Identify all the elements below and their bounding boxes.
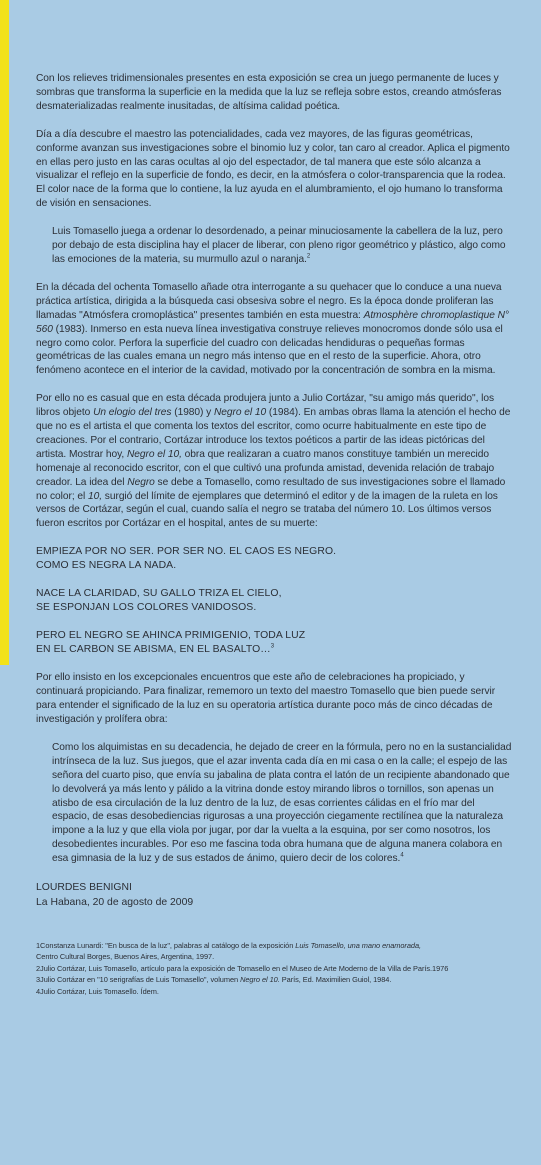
paragraph-2: Día a día descubre el maestro las potencialidades, cada vez mayores, de las figuras geométricas, conforme avanzan sus investigaciones sobre el binomio luz y color, tan caro al creador. Aplica el pigmento en ellas pero justo en las caras ocultas al ojo del espectador, de tal manera que este sólo alcanza a visualizar el reflejo en la superficie de fondo, es decir, en la atmósfera o color-transparencia que la rodea. El color nace de la forma que lo contiene, la luz ayuda en el alumbramiento, el ojo humano lo transforma de visión en sensaciones. bbox=[36, 128, 510, 210]
artwork-title: Atmosphère chromoplastique N° 560 bbox=[36, 309, 509, 335]
poem-line: PERO EL NEGRO SE AHINCA PRIMIGENIO, TODA LUZ bbox=[36, 630, 306, 642]
footnote-3 bbox=[36, 974, 514, 985]
paragraph-3-text-b: (1983). Inmerso en esta nueva línea investigativa construye relieves monocromos donde sólo usa el negro como color. Perfora la superficie del cuadro con delicadas hendiduras o pequeñas formas geométricas de las cuales emana un negro más intenso que en el resto de la superficie. Ahora, otro fenómeno acontece en el interior de la cavidad, motivado por la concentración de sombra en la misma. bbox=[36, 323, 503, 377]
quote-text: Como los alquimistas en su decadencia, he dejado de creer en la fórmula, pero no en la sustancialidad intrínseca de la luz. Sus juegos, que el azar inventa cada día en mi casa o en la calle; el espejo de las señora del cuarto piso, que envía su jabalina de plata contra el latón de un recipiente abandonado que lo devolverá ya más lento y pálido a la vitrina donde estoy mirando libros o tornillos, son apenas un atisbo de esa circulación de la luz dentro de la luz, de esas corrientes cálidas en el frío mar del espacio, de esas desobediencias rigurosas a una proyección ciegamente rectilínea que la naturaleza impone a la luz y que ella viola por jugar, por dar la vuelta a la esquina, por ser como nosotros, los desobedientes incurables. Por eso me fascina toda obra humana que de alguna manera colabora en esa gimnasia de la luz y de sus estados de ánimo, quiero decir de los colores. bbox=[52, 741, 512, 865]
document-page bbox=[36, 72, 514, 997]
footnote-1-title: Luis Tomasello, una mano enamorada, bbox=[295, 941, 422, 951]
paragraph-5: Por ello insisto en los excepcionales encuentros que este año de celebraciones ha propiciado, y continuará propiciando. Para finalizar, rememoro un texto del maestro Tomasello que bien puede servir para entender el significado de la luz en su operatoria artística durante poco más de cinco décadas de investigación y prolífera obra: bbox=[36, 672, 496, 725]
paragraph-1: Con los relieves tridimensionales presentes en esta exposición se crea un juego permanente de luces y sombras que transforma la superficie en la medida que la luz se refleja sobre estos, creando atmósferas desmaterializadas realmente inusitadas, de altísima calidad poética. bbox=[36, 73, 502, 112]
poem-stanza-2 bbox=[36, 587, 514, 615]
poem-line-text: EN EL CARBON SE ABISMA, EN EL BASALTO… bbox=[36, 644, 271, 656]
signature-block bbox=[36, 880, 514, 910]
book-title-tres: Un elogio del tres bbox=[93, 407, 172, 419]
poem-line: COMO ES NEGRA LA NADA. bbox=[36, 560, 177, 572]
paragraph-4-text-c: (1984). En ambas obras llama la atención el hecho de que no es el artista el que comenta los textos del escritor, como ocurre habitualmente en este tipo de creaciones. Por el contrario, Cortázar introduce los textos poéticos a partir de las ideas pictóricas del artista. Mostrar hoy, bbox=[36, 407, 511, 460]
poem-line: EMPIEZA POR NO SER. POR SER NO. EL CAOS ES NEGRO. bbox=[36, 546, 337, 558]
place-date: La Habana, 20 de agosto de 2009 bbox=[36, 897, 194, 909]
poem-line: SE ESPONJAN LOS COLORES VANIDOSOS. bbox=[36, 602, 257, 614]
footnote-3-text-a: 3Julio Cortázar en "10 serigrafías de Luis Tomasello", volumen bbox=[36, 975, 241, 985]
paragraph-3 bbox=[36, 281, 514, 378]
paragraph-3-text-a: En la década del ochenta Tomasello añade otra interrogante a su quehacer que lo conduce a una nueva práctica artística, dirigida a la búsqueda casi obsesiva sobre el negro. Es la época donde proliferan las llamadas "Atmósfera cromoplástica" presentes también en esta muestra: bbox=[36, 281, 502, 321]
paragraph-4-text-b: (1980) y bbox=[171, 407, 214, 419]
footnote-ref-4: 4 bbox=[400, 852, 404, 859]
footnote-1-text-a: 1Constanza Lunardi: "En busca de la luz", palabras al catálogo de la exposición bbox=[36, 941, 296, 951]
poem-stanza-3 bbox=[36, 629, 514, 657]
footnote-ref-3: 3 bbox=[270, 643, 275, 650]
quote-alchemists bbox=[36, 741, 514, 866]
title-10: 10, bbox=[88, 490, 103, 502]
footnote-2: 2Julio Cortázar, Luis Tomasello, artículo para la exposición de Tomasello en el Museo de Arte Moderno de la Villa de París.1976 bbox=[36, 963, 449, 973]
paragraph-4-text-d: obra que realizaran a cuatro manos constituye también un merecido homenaje al reconocido escritor, con el que cultivó una profunda amistad, devenida relación de trabajo creador. La idea del bbox=[36, 448, 495, 488]
paragraph-4 bbox=[36, 392, 514, 531]
footnotes bbox=[36, 940, 514, 997]
footnote-4: 4Julio Cortázar, Luis Tomasello. Ídem. bbox=[36, 986, 159, 996]
quote-text: Luis Tomasello juega a ordenar lo desordenado, a peinar minuciosamente la cabellera de la luz, pero por debajo de esta disciplina hay el placer de liberar, con pleno rigor geométrico y plástico, algo como las emociones de la materia, su murmullo azul o naranja. bbox=[52, 226, 506, 265]
paragraph-4-text-e: se debe a Tomasello, como resultado de sus investigaciones sobre el llamado no color; el bbox=[36, 476, 506, 502]
title-negro: Negro bbox=[127, 476, 155, 488]
poem-line bbox=[36, 643, 514, 657]
paragraph-4-text-a: Por ello no es casual que en esta década produjera junto a Julio Cortázar, "su amigo más querido", los libros objeto bbox=[36, 393, 495, 419]
paragraph-4-text-f: surgió del límite de ejemplares que determinó el editor y de la imagen de la ruleta en los versos de Cortázar, según el cual, cuando salía el negro se trataba del número 10. Los últimos versos fueron escritos por Cortázar en el hospital, antes de su muerte: bbox=[36, 490, 498, 530]
footnote-1 bbox=[36, 940, 514, 963]
yellow-accent-strip bbox=[0, 0, 9, 665]
poem-stanza-1 bbox=[36, 545, 514, 573]
quote-tomasello-light bbox=[36, 225, 514, 267]
footnote-ref-2: 2 bbox=[306, 253, 311, 260]
book-title-negro-2: Negro el 10, bbox=[127, 448, 182, 460]
book-title-negro: Negro el 10 bbox=[214, 407, 267, 419]
footnote-3-text-b: París, Ed. Maximilien Guiol, 1984. bbox=[279, 975, 392, 985]
footnote-1-text-b: Centro Cultural Borges, Buenos Aires, Argentina, 1997. bbox=[36, 952, 215, 962]
footnote-3-title: Negro el 10. bbox=[240, 975, 280, 985]
poem-line: NACE LA CLARIDAD, SU GALLO TRIZA EL CIELO, bbox=[36, 588, 282, 600]
author-name: LOURDES BENIGNI bbox=[36, 882, 132, 894]
